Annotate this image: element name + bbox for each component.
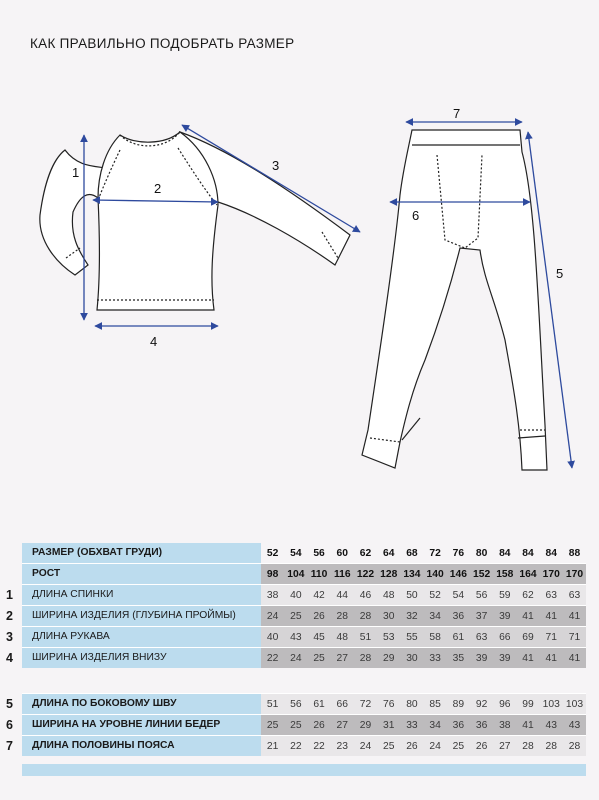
table-cell: 50 (406, 589, 418, 601)
table-cell: 27 (336, 652, 348, 664)
table-row-height (22, 564, 586, 584)
table-cell: 26 (313, 719, 325, 731)
table-cell: 30 (382, 610, 395, 622)
table-cell: 25 (382, 740, 395, 752)
table-cell: 41 (522, 610, 534, 622)
label-7: 7 (453, 106, 461, 121)
table-cell: 38 (499, 719, 511, 731)
row-number: 3 (6, 630, 13, 644)
table-cell: 103 (542, 698, 560, 710)
table-cell: 27 (499, 740, 511, 752)
table-row (6, 648, 586, 668)
table-cell: 29 (359, 719, 372, 731)
table-cell: 44 (336, 589, 348, 601)
table-cell: 140 (426, 568, 444, 580)
table-cell: 62 (522, 589, 534, 601)
row-values (261, 715, 586, 735)
table-cell: 41 (522, 652, 534, 664)
table-cell: 88 (568, 547, 581, 559)
table-cell: 52 (429, 589, 441, 601)
table-cell: 134 (403, 568, 421, 580)
table-row-size (22, 543, 586, 563)
row-number: 6 (6, 718, 13, 732)
table-cell: 38 (266, 589, 279, 601)
table-cell: 28 (545, 740, 557, 752)
table-cell: 30 (406, 652, 418, 664)
table-cell: 54 (452, 589, 465, 601)
table-cell: 152 (472, 568, 491, 580)
table-cell: 76 (452, 547, 465, 559)
table-cell: 39 (499, 652, 511, 664)
table-cell: 61 (313, 698, 325, 710)
row-number: 1 (6, 588, 13, 602)
table-cell: 80 (475, 547, 488, 559)
table-cell: 33 (429, 652, 441, 664)
table-cell: 34 (429, 610, 441, 622)
table-cell: 103 (565, 698, 584, 710)
table-cell: 99 (522, 698, 534, 710)
label-5: 5 (556, 266, 564, 281)
table-cell: 41 (545, 610, 557, 622)
table-cell: 52 (266, 547, 279, 559)
table-cell: 104 (287, 568, 305, 580)
table-cell: 53 (382, 631, 395, 643)
table-cell: 56 (475, 589, 488, 601)
page-title: КАК ПРАВИЛЬНО ПОДОБРАТЬ РАЗМЕР (30, 36, 295, 51)
table-cell: 63 (568, 589, 581, 601)
size-table-bottom (6, 693, 586, 756)
table-cell: 51 (266, 698, 279, 710)
label-4: 4 (150, 334, 158, 349)
table-cell: 62 (359, 547, 372, 559)
table-cell: 28 (359, 610, 372, 622)
table-cell: 71 (568, 631, 581, 643)
table-cell: 40 (290, 589, 302, 601)
table-cell: 37 (475, 610, 488, 622)
table-cell: 45 (313, 631, 325, 643)
table-cell: 32 (406, 610, 418, 622)
table-cell: 25 (290, 719, 302, 731)
table-cell: 25 (266, 719, 279, 731)
table-cell: 24 (290, 652, 302, 664)
row-number: 4 (6, 651, 13, 665)
table-cell: 110 (310, 568, 328, 580)
pants-drawing (362, 130, 547, 470)
table-cell: 26 (406, 740, 418, 752)
table-row (6, 736, 586, 756)
label-2: 2 (154, 181, 162, 196)
table-cell: 56 (290, 698, 302, 710)
table-cell: 41 (545, 652, 557, 664)
table-cell: 40 (266, 631, 279, 643)
size-values (261, 543, 586, 563)
table-cell: 26 (313, 610, 325, 622)
table-cell: 29 (382, 652, 395, 664)
table-cell: 35 (452, 652, 465, 664)
row-label: ШИРИНА ИЗДЕЛИЯ (ГЛУБИНА ПРОЙМЫ) (22, 606, 261, 626)
table-cell: 28 (522, 740, 534, 752)
table-cell: 80 (406, 698, 418, 710)
table-cell: 63 (545, 589, 557, 601)
table-cell: 58 (429, 631, 441, 643)
table-cell: 24 (359, 740, 372, 752)
table-cell: 42 (313, 589, 325, 601)
table-cell: 43 (290, 631, 302, 643)
table-cell: 122 (356, 568, 375, 580)
table-row (6, 585, 586, 605)
table-cell: 72 (359, 698, 372, 710)
table-cell: 24 (266, 610, 279, 622)
table-bottom-band (22, 764, 586, 776)
table-cell: 28 (336, 610, 348, 622)
row-values (261, 694, 586, 714)
table-cell: 84 (499, 547, 511, 559)
table-row (6, 606, 586, 626)
table-cell: 41 (522, 719, 534, 731)
table-cell: 84 (522, 547, 534, 559)
row-number: 7 (6, 739, 13, 753)
shirt-drawing (40, 132, 350, 310)
table-cell: 28 (359, 652, 372, 664)
table-cell: 41 (568, 610, 581, 622)
table-cell: 96 (499, 698, 511, 710)
table-cell: 59 (499, 589, 511, 601)
row-values (261, 627, 586, 647)
table-cell: 31 (382, 719, 395, 731)
table-cell: 146 (449, 568, 467, 580)
table-cell: 98 (266, 568, 279, 580)
table-cell: 51 (359, 631, 372, 643)
table-cell: 84 (545, 547, 557, 559)
height-values (261, 564, 586, 584)
table-cell: 61 (452, 631, 465, 643)
label-3: 3 (272, 158, 280, 173)
row-label: ДЛИНА СПИНКИ (22, 585, 261, 605)
size-table-top (6, 543, 586, 668)
table-cell: 92 (475, 698, 488, 710)
table-cell: 34 (429, 719, 441, 731)
table-cell: 71 (545, 631, 557, 643)
table-cell: 36 (452, 719, 465, 731)
table-cell: 36 (475, 719, 488, 731)
table-cell: 41 (568, 652, 581, 664)
table-row (6, 715, 586, 735)
table-cell: 69 (522, 631, 534, 643)
table-cell: 22 (290, 740, 302, 752)
table-cell: 68 (406, 547, 418, 559)
table-cell: 164 (519, 568, 537, 580)
table-cell: 170 (542, 568, 560, 580)
table-cell: 27 (336, 719, 348, 731)
table-cell: 23 (336, 740, 348, 752)
table-cell: 116 (333, 568, 351, 580)
table-cell: 66 (499, 631, 511, 643)
table-cell: 43 (568, 719, 581, 731)
table-cell: 64 (382, 547, 395, 559)
row-values (261, 648, 586, 668)
height-label: РОСТ (22, 564, 261, 584)
table-cell: 158 (496, 568, 514, 580)
table-cell: 22 (313, 740, 325, 752)
table-cell: 48 (336, 631, 348, 643)
table-cell: 24 (429, 740, 441, 752)
table-cell: 48 (382, 589, 395, 601)
table-cell: 25 (290, 610, 302, 622)
table-cell: 36 (452, 610, 465, 622)
table-cell: 54 (290, 547, 302, 559)
table-cell: 56 (313, 547, 325, 559)
row-values (261, 606, 586, 626)
table-cell: 66 (336, 698, 348, 710)
table-cell: 22 (266, 652, 279, 664)
table-cell: 72 (429, 547, 441, 559)
table-cell: 43 (545, 719, 557, 731)
table-cell: 25 (452, 740, 465, 752)
row-label: ДЛИНА ПО БОКОВОМУ ШВУ (22, 694, 261, 714)
table-cell: 89 (452, 698, 465, 710)
table-cell: 21 (266, 740, 279, 752)
row-label: ШИРИНА НА УРОВНЕ ЛИНИИ БЕДЕР (22, 715, 261, 735)
table-cell: 46 (359, 589, 372, 601)
table-row (6, 694, 586, 714)
row-values (261, 585, 586, 605)
row-label: ШИРИНА ИЗДЕЛИЯ ВНИЗУ (22, 648, 261, 668)
table-cell: 28 (568, 740, 581, 752)
row-label: ДЛИНА ПОЛОВИНЫ ПОЯСА (22, 736, 261, 756)
table-cell: 63 (475, 631, 488, 643)
row-number: 2 (6, 609, 13, 623)
label-6: 6 (412, 208, 420, 223)
table-cell: 39 (475, 652, 488, 664)
table-cell: 128 (380, 568, 398, 580)
table-cell: 85 (429, 698, 441, 710)
table-cell: 55 (406, 631, 418, 643)
label-1: 1 (72, 165, 80, 180)
table-cell: 76 (382, 698, 395, 710)
row-label: ДЛИНА РУКАВА (22, 627, 261, 647)
table-cell: 170 (565, 568, 584, 580)
row-values (261, 736, 586, 756)
size-header-label: РАЗМЕР (ОБХВАТ ГРУДИ) (22, 543, 261, 563)
table-cell: 26 (475, 740, 488, 752)
table-row (6, 627, 586, 647)
table-cell: 39 (499, 610, 511, 622)
table-cell: 25 (313, 652, 325, 664)
table-cell: 33 (406, 719, 418, 731)
row-number: 5 (6, 697, 13, 711)
table-cell: 60 (336, 547, 348, 559)
